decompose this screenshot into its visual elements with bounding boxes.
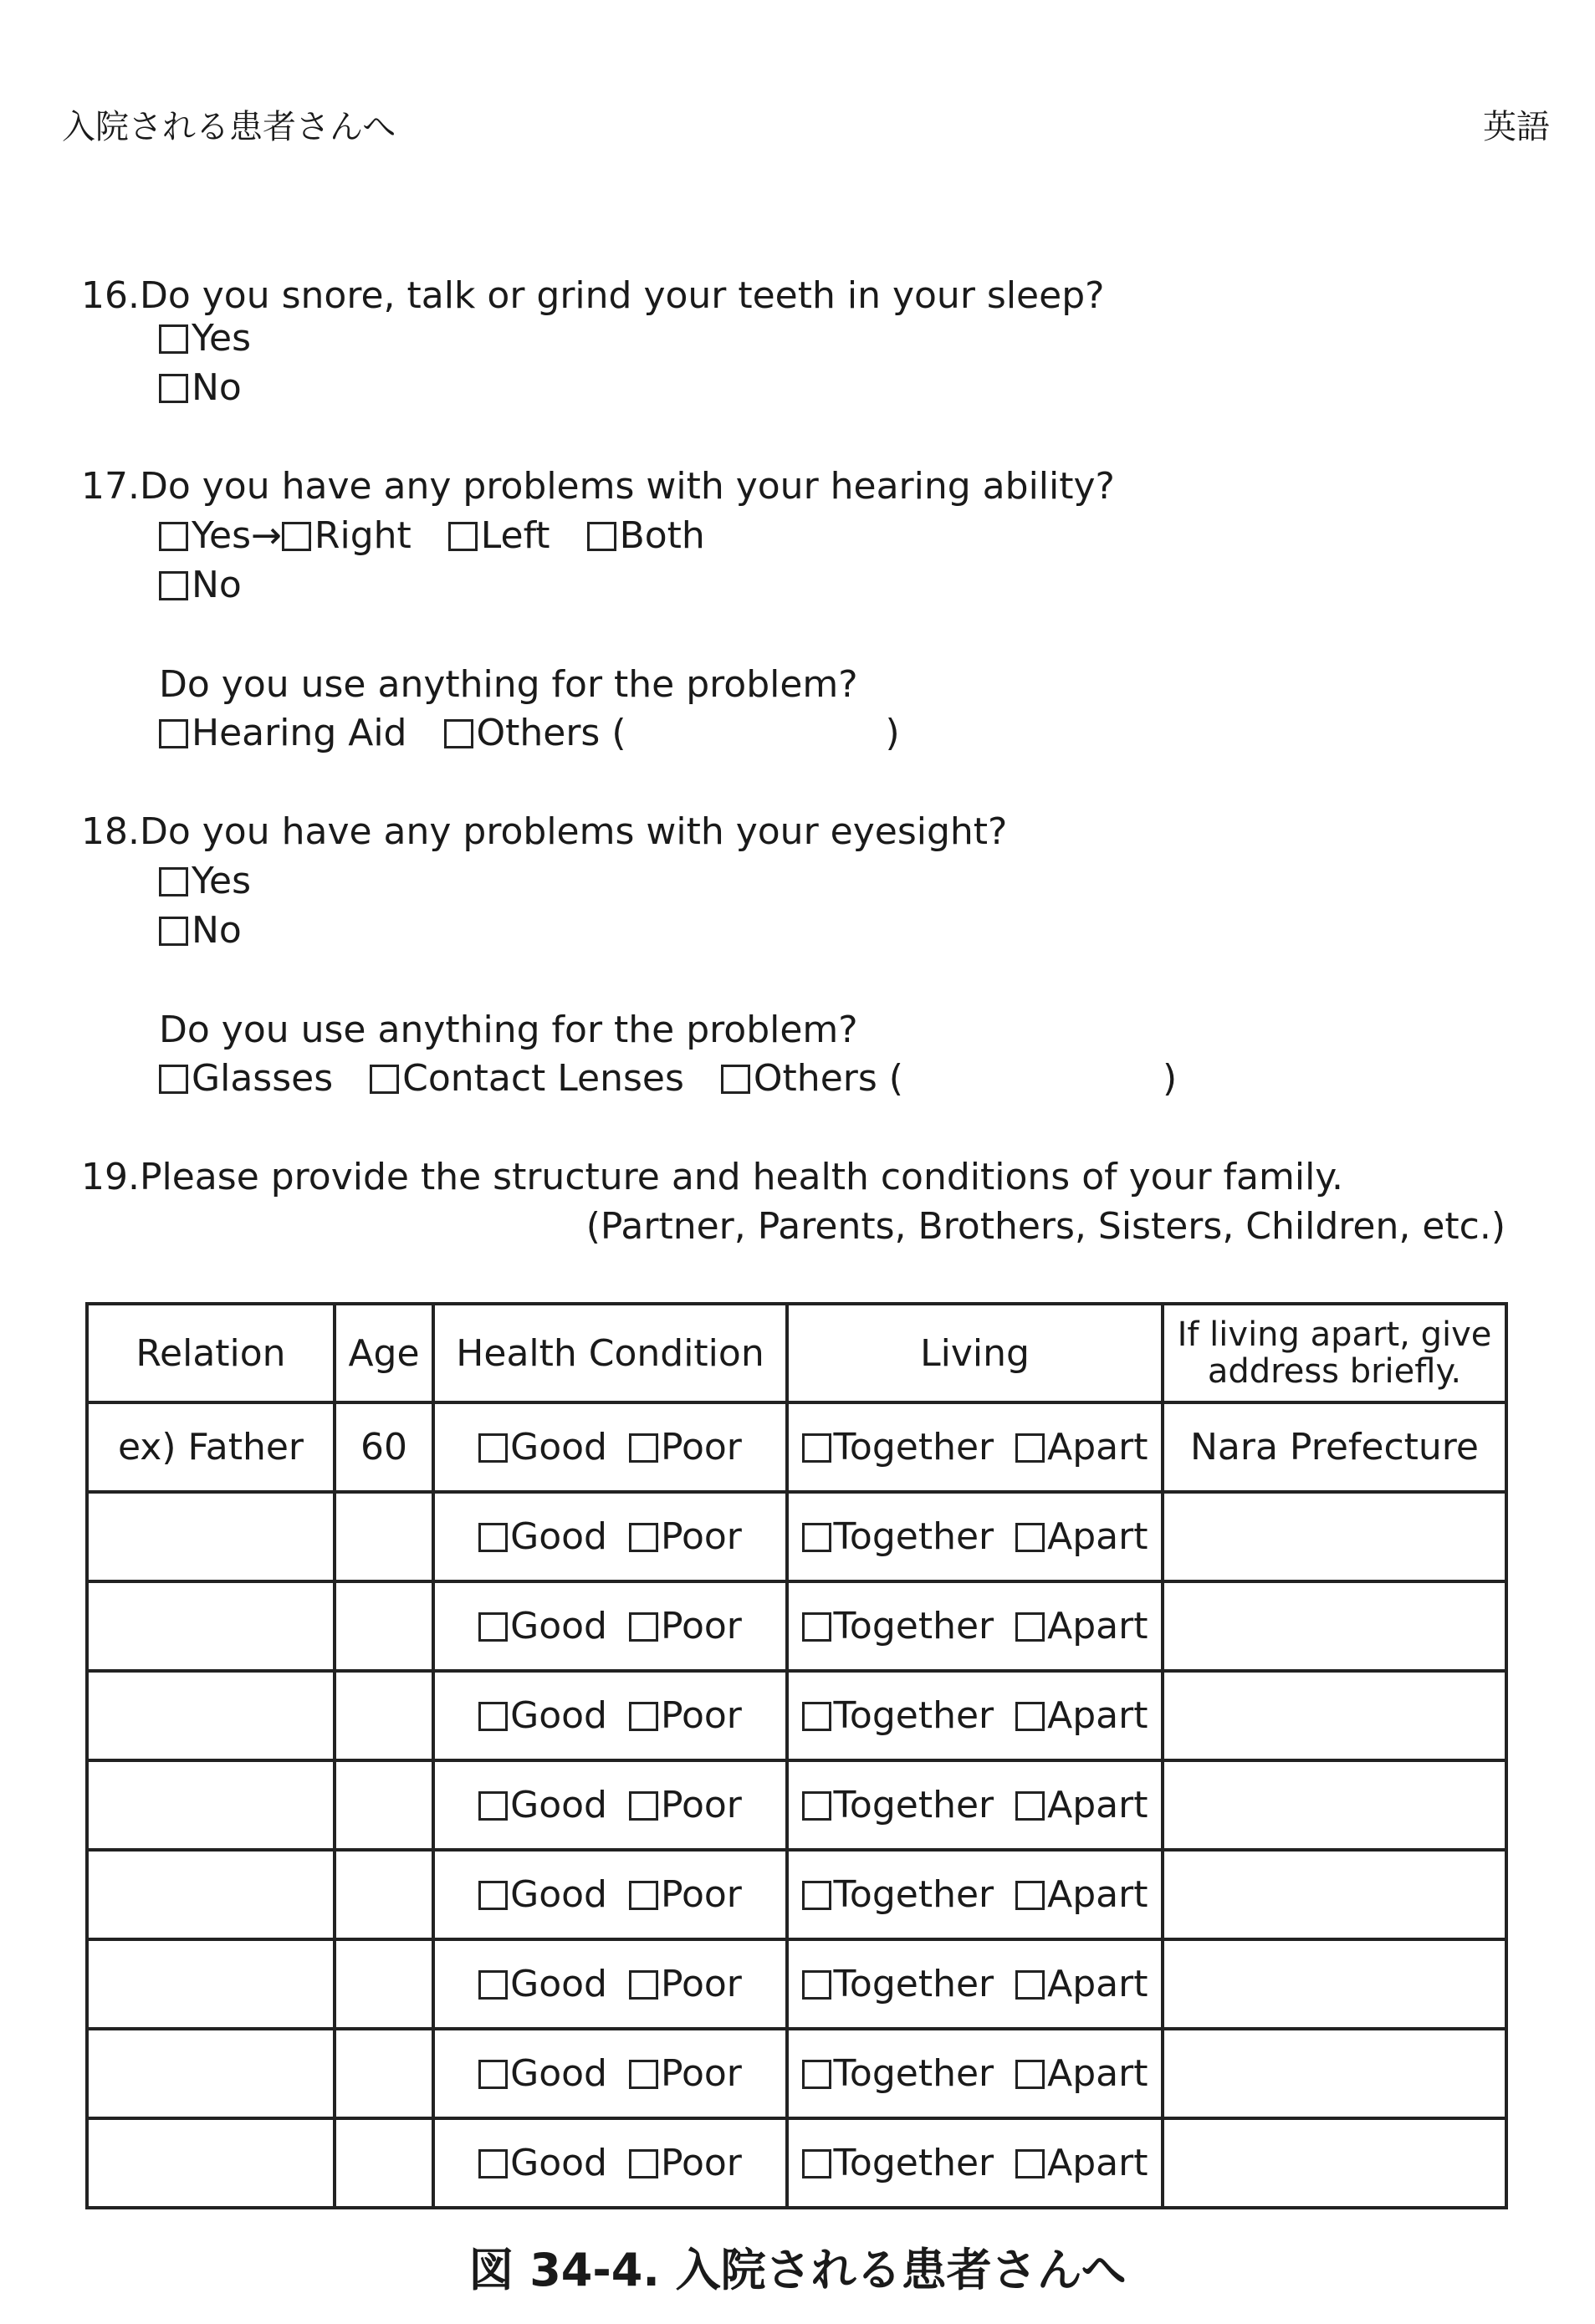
checkbox-icon[interactable]	[370, 1065, 399, 1094]
q18-use-row	[159, 1055, 1177, 1103]
poor-label: Poor	[660, 2142, 742, 2184]
together-label: Together	[833, 1515, 994, 1558]
living-cell	[787, 1850, 1163, 1939]
checkbox-icon[interactable]	[159, 719, 188, 748]
example-address: Nara Prefecture	[1163, 1402, 1506, 1492]
poor-label: Poor	[660, 1873, 742, 1916]
checkbox-icon[interactable]	[478, 1702, 508, 1731]
checkbox-icon[interactable]	[629, 1702, 658, 1731]
health-cell	[433, 1402, 787, 1492]
apart-label: Apart	[1047, 1694, 1148, 1737]
relation-input[interactable]	[87, 1850, 335, 1939]
checkbox-icon[interactable]	[629, 1433, 658, 1463]
q18-yes-option[interactable]	[159, 857, 251, 906]
q17-no-option[interactable]	[159, 561, 242, 610]
header-relation: Relation	[87, 1304, 335, 1402]
table-row	[87, 1581, 1506, 1671]
q17-no-label: No	[192, 564, 242, 606]
table-row	[87, 1850, 1506, 1939]
checkbox-icon[interactable]	[1015, 1702, 1045, 1731]
checkbox-icon[interactable]	[629, 2060, 658, 2089]
checkbox-icon[interactable]	[478, 1881, 508, 1910]
checkbox-icon[interactable]	[1015, 1791, 1045, 1821]
q18-use-question: Do you use anything for the problem?	[159, 1009, 858, 1051]
table-row	[87, 2029, 1506, 2118]
checkbox-icon[interactable]	[1015, 2060, 1045, 2089]
others-label: Others (	[476, 712, 626, 754]
checkbox-icon[interactable]	[159, 571, 188, 600]
q17-use-question: Do you use anything for the problem?	[159, 663, 858, 706]
table-row	[87, 1671, 1506, 1760]
address-input[interactable]	[1163, 1492, 1506, 1581]
header-right: 英語	[1483, 108, 1550, 146]
checkbox-icon[interactable]	[478, 1523, 508, 1552]
q17-yes-label: Yes	[192, 514, 252, 557]
question-19: 19.Please provide the structure and health conditions of your family.	[81, 1156, 1344, 1198]
good-label: Good	[510, 1605, 607, 1647]
checkbox-icon[interactable]	[478, 2060, 508, 2089]
living-cell	[787, 1671, 1163, 1760]
checkbox-icon[interactable]	[1015, 1881, 1045, 1910]
q17-both-label: Both	[619, 514, 705, 557]
table-row	[87, 2118, 1506, 2208]
checkbox-icon[interactable]	[1015, 1433, 1045, 1463]
poor-label: Poor	[660, 1784, 742, 1826]
age-input[interactable]	[335, 2118, 433, 2208]
table-row	[87, 1939, 1506, 2029]
header-age: Age	[335, 1304, 433, 1402]
apart-label: Apart	[1047, 1515, 1148, 1558]
checkbox-icon[interactable]	[802, 1612, 831, 1642]
checkbox-icon[interactable]	[159, 324, 188, 354]
example-relation: ex) Father	[87, 1402, 335, 1492]
address-input[interactable]	[1163, 1760, 1506, 1850]
checkbox-icon[interactable]	[159, 374, 188, 403]
header-left: 入院される患者さんへ	[62, 108, 396, 146]
together-label: Together	[833, 1963, 994, 2005]
age-input[interactable]	[335, 1850, 433, 1939]
checkbox-icon[interactable]	[587, 522, 616, 551]
checkbox-icon[interactable]	[802, 1523, 831, 1552]
checkbox-icon[interactable]	[629, 1970, 658, 2000]
poor-label: Poor	[660, 1605, 742, 1647]
q17-right-label: Right	[314, 514, 412, 557]
q16-no-option[interactable]	[159, 364, 242, 412]
checkbox-icon[interactable]	[629, 1791, 658, 1821]
health-cell	[433, 1581, 787, 1671]
health-cell	[433, 1492, 787, 1581]
checkbox-icon[interactable]	[478, 1791, 508, 1821]
close-paren: )	[885, 712, 900, 754]
example-age: 60	[335, 1402, 433, 1492]
checkbox-icon[interactable]	[282, 522, 311, 551]
poor-label: Poor	[660, 2052, 742, 2095]
checkbox-icon[interactable]	[448, 522, 478, 551]
checkbox-icon[interactable]	[721, 1065, 750, 1094]
good-label: Good	[510, 1694, 607, 1737]
checkbox-icon[interactable]	[1015, 1612, 1045, 1642]
question-18: 18.Do you have any problems with your eyesight?	[81, 810, 1008, 853]
question-19-note: (Partner, Parents, Brothers, Sisters, Children, etc.)	[585, 1205, 1506, 1248]
arrow-right-icon: →	[251, 514, 282, 557]
age-input[interactable]	[335, 1760, 433, 1850]
checkbox-icon[interactable]	[1015, 2149, 1045, 2178]
checkbox-icon[interactable]	[478, 1970, 508, 2000]
checkbox-icon[interactable]	[159, 522, 188, 551]
together-label: Together	[833, 1605, 994, 1647]
table-row	[87, 1760, 1506, 1850]
good-label: Good	[510, 1873, 607, 1916]
living-cell	[787, 1581, 1163, 1671]
together-label: Together	[833, 2052, 994, 2095]
together-label: Together	[833, 1873, 994, 1916]
checkbox-icon[interactable]	[802, 1433, 831, 1463]
table-row-example	[87, 1402, 1506, 1492]
question-17: 17.Do you have any problems with your hearing ability?	[81, 465, 1115, 508]
checkbox-icon[interactable]	[629, 2149, 658, 2178]
checkbox-icon[interactable]	[159, 867, 188, 896]
health-cell	[433, 1671, 787, 1760]
table-row	[87, 1492, 1506, 1581]
checkbox-icon[interactable]	[802, 2149, 831, 2178]
address-input[interactable]	[1163, 1671, 1506, 1760]
q16-yes-label: Yes	[192, 317, 252, 360]
contact-lenses-label: Contact Lenses	[402, 1057, 684, 1100]
apart-label: Apart	[1047, 1605, 1148, 1647]
good-label: Good	[510, 1426, 607, 1468]
figure-caption: 図 34-4. 入院される患者さんへ	[468, 2244, 1127, 2296]
q16-no-label: No	[192, 366, 242, 409]
poor-label: Poor	[660, 1515, 742, 1558]
apart-label: Apart	[1047, 1963, 1148, 2005]
apart-label: Apart	[1047, 2052, 1148, 2095]
age-input[interactable]	[335, 1939, 433, 2029]
together-label: Together	[833, 2142, 994, 2184]
living-cell	[787, 2029, 1163, 2118]
good-label: Good	[510, 1963, 607, 2005]
checkbox-icon[interactable]	[159, 917, 188, 946]
checkbox-icon[interactable]	[802, 2060, 831, 2089]
age-input[interactable]	[335, 1581, 433, 1671]
q16-yes-option[interactable]	[159, 314, 251, 363]
relation-input[interactable]	[87, 2118, 335, 2208]
question-16: 16.Do you snore, talk or grind your teeth in your sleep?	[81, 274, 1105, 317]
family-table	[85, 1302, 1508, 2209]
header-health: Health Condition	[433, 1304, 787, 1402]
good-label: Good	[510, 2142, 607, 2184]
apart-label: Apart	[1047, 1873, 1148, 1916]
apart-label: Apart	[1047, 1426, 1148, 1468]
together-label: Together	[833, 1694, 994, 1737]
q17-use-row	[159, 709, 900, 758]
q18-no-option[interactable]	[159, 907, 242, 955]
apart-label: Apart	[1047, 1784, 1148, 1826]
header-living: Living	[787, 1304, 1163, 1402]
good-label: Good	[510, 1515, 607, 1558]
checkbox-icon[interactable]	[802, 1791, 831, 1821]
living-cell	[787, 1492, 1163, 1581]
checkbox-icon[interactable]	[802, 1881, 831, 1910]
q17-yes-row	[159, 512, 705, 560]
checkbox-icon[interactable]	[478, 1612, 508, 1642]
checkbox-icon[interactable]	[802, 1702, 831, 1731]
checkbox-icon[interactable]	[802, 1970, 831, 2000]
relation-input[interactable]	[87, 2029, 335, 2118]
header-apart-address: If living apart, give address briefly.	[1163, 1304, 1506, 1402]
health-cell	[433, 2118, 787, 2208]
glasses-label: Glasses	[192, 1057, 334, 1100]
table-header-row	[87, 1304, 1506, 1402]
checkbox-icon[interactable]	[478, 2149, 508, 2178]
q17-left-label: Left	[480, 514, 550, 557]
relation-input[interactable]	[87, 1581, 335, 1671]
health-cell	[433, 1850, 787, 1939]
poor-label: Poor	[660, 1426, 742, 1468]
address-input[interactable]	[1163, 2029, 1506, 2118]
together-label: Together	[833, 1426, 994, 1468]
hearing-aid-label: Hearing Aid	[192, 712, 407, 754]
checkbox-icon[interactable]	[444, 719, 473, 748]
checkbox-icon[interactable]	[629, 1612, 658, 1642]
good-label: Good	[510, 1784, 607, 1826]
good-label: Good	[510, 2052, 607, 2095]
checkbox-icon[interactable]	[1015, 1970, 1045, 2000]
health-cell	[433, 2029, 787, 2118]
apart-label: Apart	[1047, 2142, 1148, 2184]
checkbox-icon[interactable]	[629, 1881, 658, 1910]
living-cell	[787, 2118, 1163, 2208]
health-cell	[433, 1760, 787, 1850]
address-input[interactable]	[1163, 1581, 1506, 1671]
address-input[interactable]	[1163, 2118, 1506, 2208]
checkbox-icon[interactable]	[478, 1433, 508, 1463]
age-input[interactable]	[335, 1492, 433, 1581]
address-input[interactable]	[1163, 1939, 1506, 2029]
q18-yes-label: Yes	[192, 860, 252, 902]
relation-input[interactable]	[87, 1671, 335, 1760]
relation-input[interactable]	[87, 1492, 335, 1581]
together-label: Together	[833, 1784, 994, 1826]
living-cell	[787, 1760, 1163, 1850]
age-input[interactable]	[335, 2029, 433, 2118]
checkbox-icon[interactable]	[629, 1523, 658, 1552]
age-input[interactable]	[335, 1671, 433, 1760]
poor-label: Poor	[660, 1963, 742, 2005]
checkbox-icon[interactable]	[1015, 1523, 1045, 1552]
living-cell	[787, 1939, 1163, 2029]
relation-input[interactable]	[87, 1760, 335, 1850]
others-label: Others (	[753, 1057, 903, 1100]
q18-no-label: No	[192, 909, 242, 952]
health-cell	[433, 1939, 787, 2029]
poor-label: Poor	[660, 1694, 742, 1737]
relation-input[interactable]	[87, 1939, 335, 2029]
address-input[interactable]	[1163, 1850, 1506, 1939]
living-cell	[787, 1402, 1163, 1492]
checkbox-icon[interactable]	[159, 1065, 188, 1094]
close-paren: )	[1162, 1057, 1178, 1100]
